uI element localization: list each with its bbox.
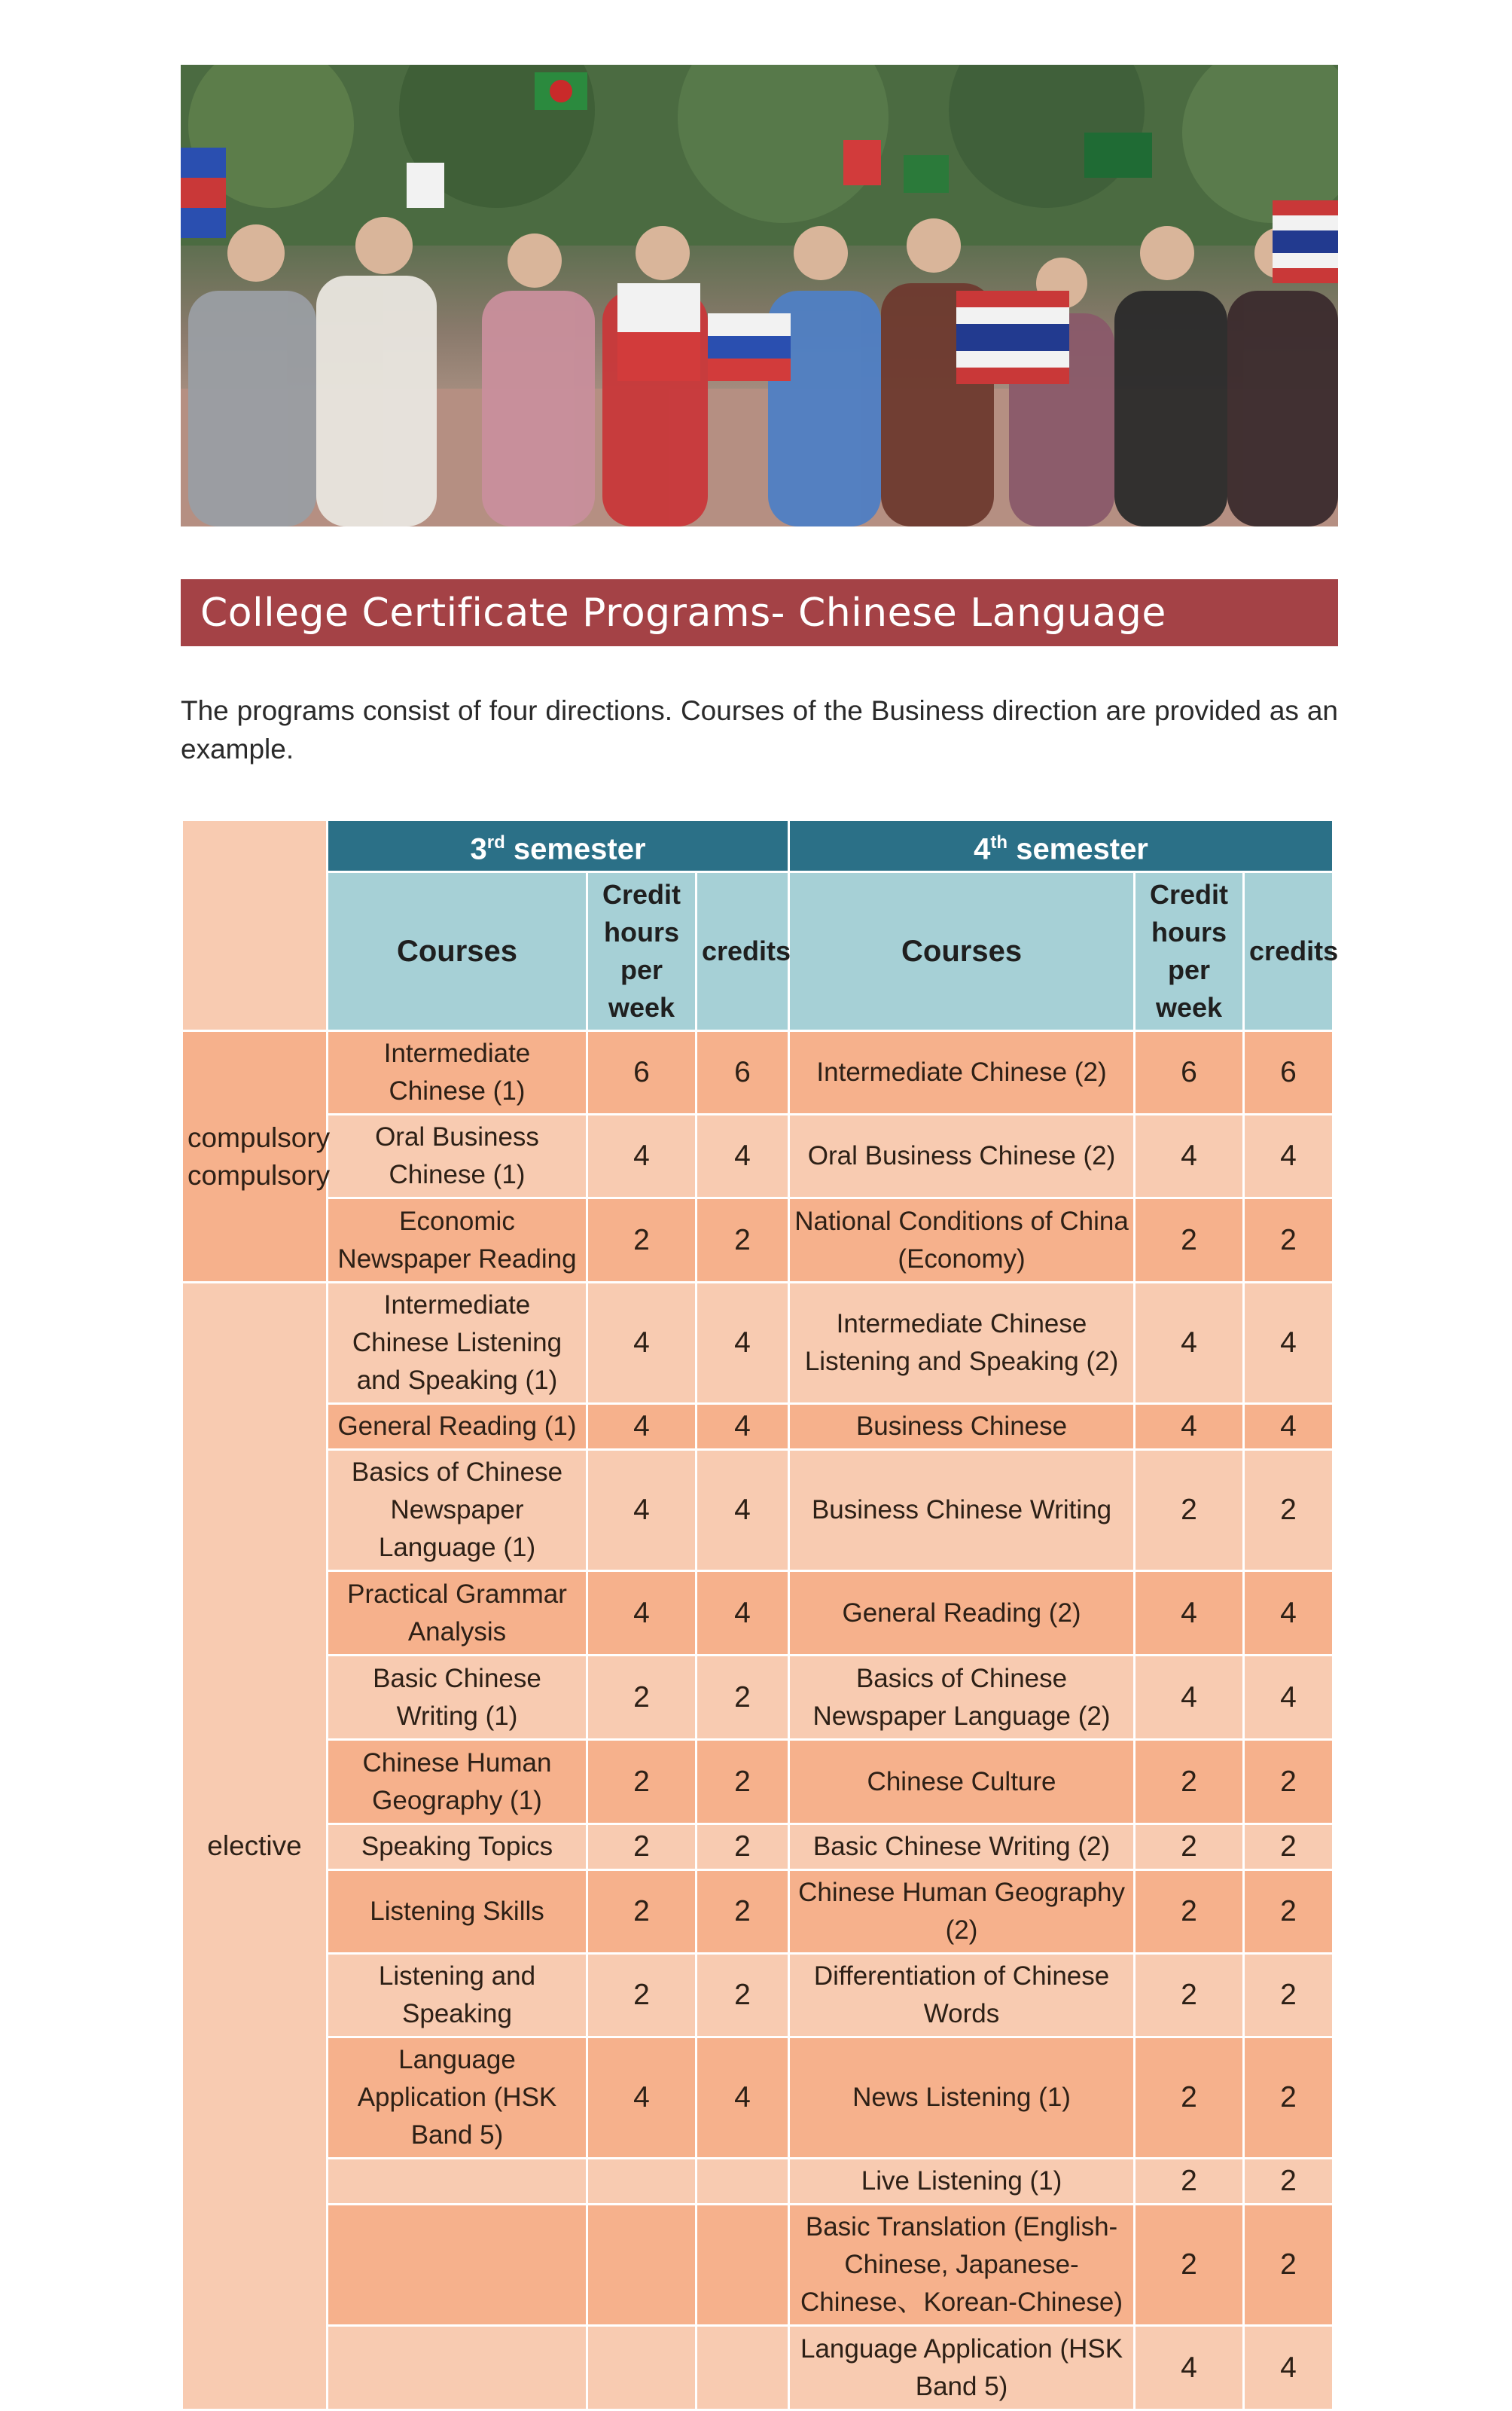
table-row (182, 1954, 1334, 2037)
semester-3-header: 3rd semester (328, 820, 789, 872)
cell-credits-3: 4 (697, 1115, 789, 1198)
table-row (182, 1740, 1334, 1824)
cell-course-3: Listening Skills (328, 1870, 587, 1954)
cell-course-4: Chinese Human Geography (2) (789, 1870, 1135, 1954)
cell-course-4: Intermediate Chinese (2) (789, 1031, 1135, 1115)
cell-course-4: Business Chinese Writing (789, 1450, 1135, 1571)
cell-hours-4: 2 (1135, 2159, 1244, 2205)
cell-hours-3: 4 (587, 1571, 697, 1656)
corner-cell (182, 820, 328, 1031)
cell-hours-3: 2 (587, 1870, 697, 1954)
cell-course-4: Live Listening (1) (789, 2159, 1135, 2205)
table-row (182, 1571, 1334, 1656)
cell-course-4: Differentiation of Chinese Words (789, 1954, 1135, 2037)
table-row (182, 2037, 1334, 2159)
cell-credits-4: 6 (1244, 1031, 1334, 1115)
cell-course-3: Speaking Topics (328, 1824, 587, 1870)
cell-hours-4: 4 (1135, 2326, 1244, 2410)
col-credits-4: credits (1244, 872, 1334, 1031)
cell-credits-3: 2 (697, 1824, 789, 1870)
cell-credits-4: 4 (1244, 1404, 1334, 1450)
col-hours-4: Credit hours per week (1135, 872, 1244, 1031)
cell-course-4: Language Application (HSK Band 5) (789, 2326, 1135, 2410)
cell-course-4: Basics of Chinese Newspaper Language (2) (789, 1656, 1135, 1740)
cell-course-4: General Reading (2) (789, 1571, 1135, 1656)
courses-table (181, 819, 1339, 2411)
cell-course-3: Basics of Chinese Newspaper Language (1) (328, 1450, 587, 1571)
cell-course-3: Basic Chinese Writing (1) (328, 1656, 587, 1740)
cell-credits-4: 2 (1244, 1824, 1334, 1870)
cell-course-3: General Reading (1) (328, 1404, 587, 1450)
cell-credits-3: 6 (697, 1031, 789, 1115)
cell-course-4: Basic Translation (English-Chinese, Japanese-Chinese、Korean-Chinese) (789, 2205, 1135, 2326)
cell-hours-4: 2 (1135, 1198, 1244, 1283)
table-row (182, 1198, 1334, 1283)
cell-credits-4: 2 (1244, 1740, 1334, 1824)
cell-credits-4: 2 (1244, 1198, 1334, 1283)
cell-hours-4: 2 (1135, 1740, 1244, 1824)
cell-course-3: Intermediate Chinese (1) (328, 1031, 587, 1115)
cell-course-3 (328, 2326, 587, 2410)
cell-hours-3: 4 (587, 1450, 697, 1571)
col-hours-3: Credit hours per week (587, 872, 697, 1031)
cell-hours-3 (587, 2205, 697, 2326)
cell-hours-4: 6 (1135, 1031, 1244, 1115)
cell-course-4: Oral Business Chinese (2) (789, 1115, 1135, 1198)
table-row (182, 1283, 1334, 1404)
cell-course-3: Chinese Human Geography (1) (328, 1740, 587, 1824)
cell-hours-4: 2 (1135, 2037, 1244, 2159)
cell-credits-3 (697, 2205, 789, 2326)
table-row (182, 1870, 1334, 1954)
cell-hours-4: 2 (1135, 1824, 1244, 1870)
table-row (182, 1115, 1334, 1198)
hero-photo (181, 65, 1338, 526)
cell-hours-4: 4 (1135, 1656, 1244, 1740)
cell-hours-4: 4 (1135, 1404, 1244, 1450)
cell-credits-4: 2 (1244, 2037, 1334, 2159)
cell-course-3 (328, 2205, 587, 2326)
col-courses-3: Courses (328, 872, 587, 1031)
cell-course-4: Basic Chinese Writing (2) (789, 1824, 1135, 1870)
cell-credits-3: 4 (697, 1283, 789, 1404)
cell-credits-4: 4 (1244, 1283, 1334, 1404)
section-title: College Certificate Programs- Chinese Language (181, 579, 1338, 646)
cell-hours-3: 4 (587, 1283, 697, 1404)
cell-course-3: Economic Newspaper Reading (328, 1198, 587, 1283)
cell-credits-3 (697, 2159, 789, 2205)
cell-credits-3: 4 (697, 1571, 789, 1656)
cell-credits-4: 4 (1244, 1115, 1334, 1198)
cell-credits-3: 4 (697, 1450, 789, 1571)
cell-hours-3 (587, 2159, 697, 2205)
semester-4-header: 4th semester (789, 820, 1334, 872)
table-row (182, 2326, 1334, 2410)
cell-credits-3: 2 (697, 1740, 789, 1824)
cell-hours-3: 4 (587, 1115, 697, 1198)
cell-hours-3: 4 (587, 2037, 697, 2159)
cell-hours-4: 2 (1135, 1450, 1244, 1571)
cell-credits-3: 2 (697, 1954, 789, 2037)
cell-credits-4: 4 (1244, 2326, 1334, 2410)
cell-credits-3: 2 (697, 1656, 789, 1740)
table-row (182, 1656, 1334, 1740)
cell-credits-4: 2 (1244, 1870, 1334, 1954)
col-credits-3: credits (697, 872, 789, 1031)
category-compulsory: compulsory compulsory (182, 1031, 328, 1283)
table-row (182, 1450, 1334, 1571)
cell-hours-3: 2 (587, 1656, 697, 1740)
cell-hours-4: 2 (1135, 1954, 1244, 2037)
cell-credits-4: 4 (1244, 1571, 1334, 1656)
intro-paragraph: The programs consist of four directions. Courses of the Business direction are provided as an example. (181, 695, 1338, 765)
table-row (182, 1824, 1334, 1870)
col-courses-4: Courses (789, 872, 1135, 1031)
cell-course-4: National Conditions of China (Economy) (789, 1198, 1135, 1283)
cell-hours-3 (587, 2326, 697, 2410)
table-row (182, 2205, 1334, 2326)
cell-hours-3: 2 (587, 1824, 697, 1870)
cell-course-4: Intermediate Chinese Listening and Speaking (2) (789, 1283, 1135, 1404)
cell-hours-4: 4 (1135, 1571, 1244, 1656)
cell-course-3: Practical Grammar Analysis (328, 1571, 587, 1656)
cell-course-3 (328, 2159, 587, 2205)
cell-credits-3: 2 (697, 1870, 789, 1954)
cell-credits-4: 2 (1244, 2159, 1334, 2205)
cell-hours-4: 4 (1135, 1283, 1244, 1404)
table-row (182, 2159, 1334, 2205)
cell-course-4: News Listening (1) (789, 2037, 1135, 2159)
cell-credits-3: 4 (697, 2037, 789, 2159)
cell-hours-4: 4 (1135, 1115, 1244, 1198)
cell-credits-4: 4 (1244, 1656, 1334, 1740)
cell-course-3: Intermediate Chinese Listening and Speaking (1) (328, 1283, 587, 1404)
cell-credits-3: 4 (697, 1404, 789, 1450)
cell-hours-3: 6 (587, 1031, 697, 1115)
cell-course-3: Listening and Speaking (328, 1954, 587, 2037)
cell-credits-4: 2 (1244, 1450, 1334, 1571)
cell-hours-4: 2 (1135, 1870, 1244, 1954)
cell-course-4: Chinese Culture (789, 1740, 1135, 1824)
cell-hours-3: 2 (587, 1954, 697, 2037)
cell-credits-3 (697, 2326, 789, 2410)
cell-hours-4: 2 (1135, 2205, 1244, 2326)
cell-course-3: Oral Business Chinese (1) (328, 1115, 587, 1198)
category-elective: elective (182, 1283, 328, 2410)
cell-credits-4: 2 (1244, 1954, 1334, 2037)
cell-course-3: Language Application (HSK Band 5) (328, 2037, 587, 2159)
cell-course-4: Business Chinese (789, 1404, 1135, 1450)
cell-hours-3: 2 (587, 1740, 697, 1824)
cell-hours-3: 2 (587, 1198, 697, 1283)
table-row (182, 1404, 1334, 1450)
cell-credits-4: 2 (1244, 2205, 1334, 2326)
crowd-with-flags-illustration (181, 65, 1338, 526)
table-row (182, 1031, 1334, 1115)
cell-hours-3: 4 (587, 1404, 697, 1450)
cell-credits-3: 2 (697, 1198, 789, 1283)
